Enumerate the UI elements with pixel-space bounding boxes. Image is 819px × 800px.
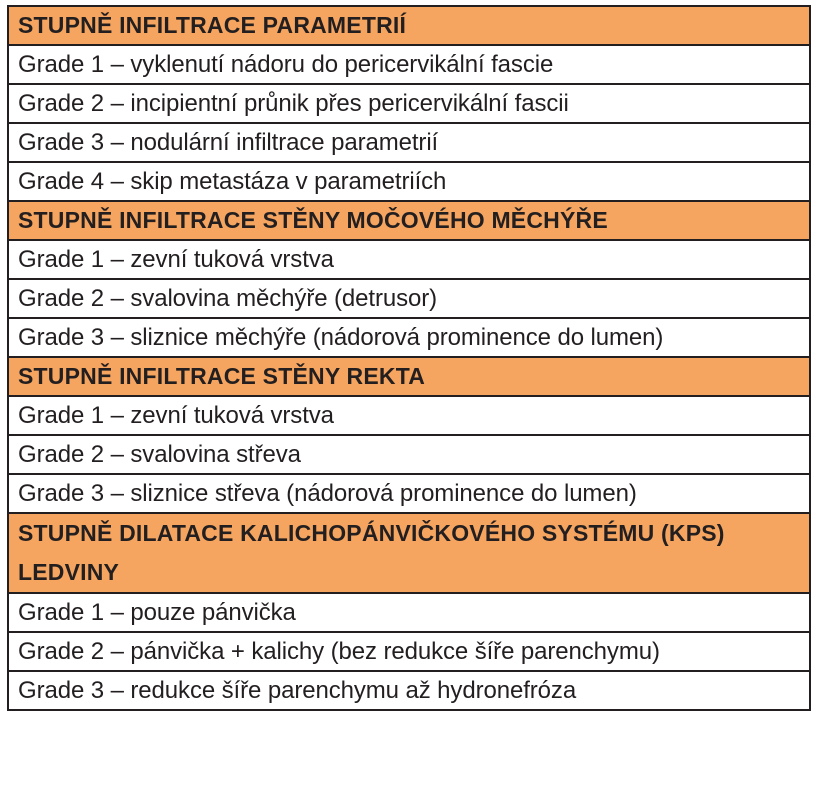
grade-cell: Grade 3 – sliznice měchýře (nádorová prominence do lumen) [8,318,810,357]
section-header-parametria [8,6,810,45]
grade-cell: Grade 2 – pánvička + kalichy (bez redukce šíře parenchymu) [8,632,810,671]
section-header-kidney [8,513,810,593]
grade-cell: Grade 2 – incipientní průnik přes pericervikální fascii [8,84,810,123]
table-row [8,279,810,318]
section-title: STUPNĚ DILATACE KALICHOPÁNVIČKOVÉHO SYSTÉMU (KPS) LEDVINY [8,513,810,593]
grade-cell: Grade 1 – zevní tuková vrstva [8,240,810,279]
grade-cell: Grade 2 – svalovina měchýře (detrusor) [8,279,810,318]
grade-cell: Grade 1 – zevní tuková vrstva [8,396,810,435]
section-header-rectum [8,357,810,396]
section-title: STUPNĚ INFILTRACE STĚNY MOČOVÉHO MĚCHÝŘE [8,201,810,240]
grading-table [7,5,811,711]
table-row [8,632,810,671]
grade-cell: Grade 4 – skip metastáza v parametriích [8,162,810,201]
grade-cell: Grade 3 – sliznice střeva (nádorová prominence do lumen) [8,474,810,513]
table-row [8,435,810,474]
table-row [8,162,810,201]
table-row [8,474,810,513]
section-title: STUPNĚ INFILTRACE PARAMETRIÍ [8,6,810,45]
table-row [8,671,810,710]
table-row [8,593,810,632]
table-row [8,123,810,162]
table-row [8,84,810,123]
section-header-bladder [8,201,810,240]
grade-cell: Grade 2 – svalovina střeva [8,435,810,474]
grade-cell: Grade 1 – pouze pánvička [8,593,810,632]
section-title: STUPNĚ INFILTRACE STĚNY REKTA [8,357,810,396]
table-row [8,396,810,435]
grade-cell: Grade 3 – nodulární infiltrace parametrií [8,123,810,162]
table-row [8,240,810,279]
grade-cell: Grade 3 – redukce šíře parenchymu až hydronefróza [8,671,810,710]
table-row [8,318,810,357]
table-row [8,45,810,84]
grade-cell: Grade 1 – vyklenutí nádoru do pericervikální fascie [8,45,810,84]
